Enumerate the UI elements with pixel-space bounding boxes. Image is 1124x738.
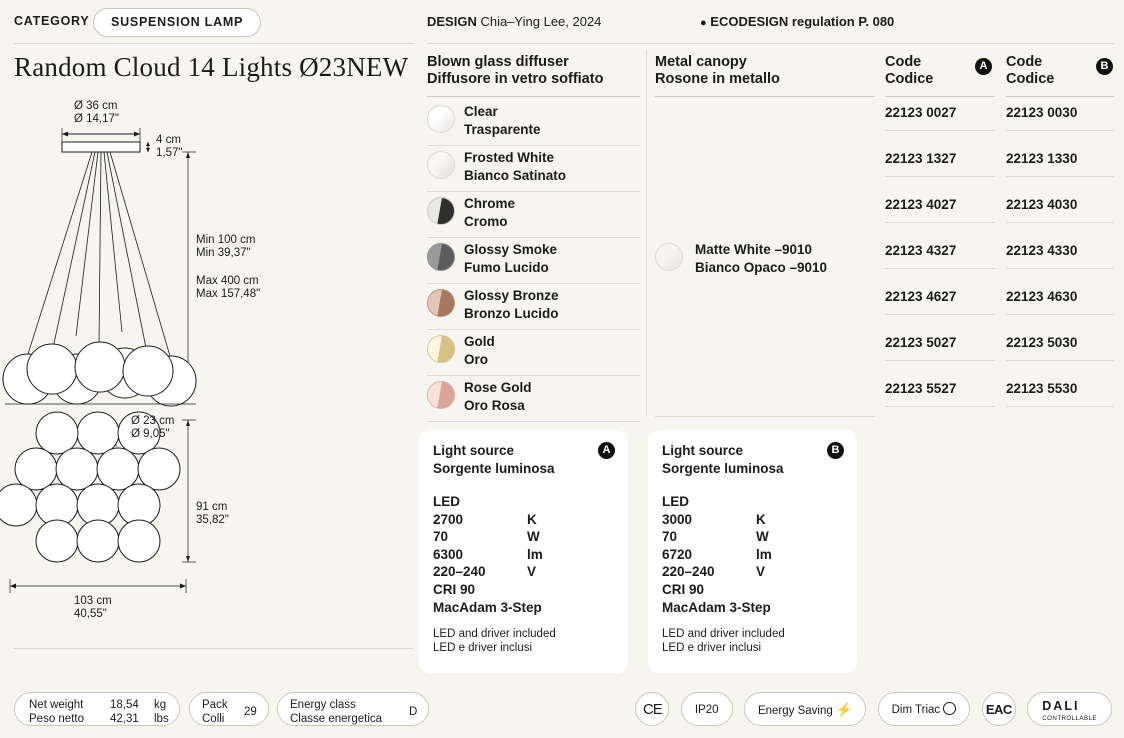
code-a-column-header (885, 54, 933, 88)
canopy-column-header (655, 54, 780, 88)
ecodesign-text: ECODESIGN regulation (710, 14, 855, 29)
code-b-cell: 22123 1330 (1006, 151, 1078, 166)
dim-min-drop-in: Min 39,37" (196, 247, 251, 259)
canopy-name: Matte White –9010 Bianco Opaco –9010 (695, 242, 828, 275)
swatch-frosted-white (427, 151, 455, 179)
lumen-unit: lm (527, 546, 543, 562)
canopy-header-en: Metal canopy (655, 54, 747, 70)
swatch-rose-gold (427, 381, 455, 409)
light-source-title: Light source Sorgente luminosa (662, 443, 784, 476)
net-weight-kg: 18,54 (110, 699, 139, 711)
energy-label-en: Energy class (290, 699, 356, 711)
led-type: LED (433, 494, 460, 509)
category-value-pill: SUSPENSION LAMP (93, 8, 261, 37)
voltage-value: 220–240 (433, 564, 486, 580)
dim-plan-width-in: 40,55" (74, 608, 107, 620)
pack-label-en: Pack (202, 699, 228, 711)
unit-lbs: lbs (154, 713, 169, 725)
table-row (427, 376, 640, 422)
net-weight-pill (14, 692, 180, 726)
diffuser-name: Chrome Cromo (464, 196, 516, 229)
divider-top-right (427, 43, 1114, 44)
led-type: LED (662, 494, 689, 509)
variant-badge-b: B (1096, 58, 1113, 75)
canopy-header-it: Rosone in metallo (655, 71, 780, 87)
page-header (0, 0, 1124, 44)
pack-pill (189, 692, 269, 726)
dim-canopy-height-in: 1,57" (156, 147, 183, 159)
code-a-cell: 22123 4327 (885, 243, 957, 258)
code-b-header-rule (1006, 96, 1114, 97)
energy-label-it: Classe energetica (290, 713, 383, 725)
swatch-glossy-bronze (427, 289, 455, 317)
pack-label-it: Colli (202, 713, 225, 725)
dim-plan-height-in: 35,82" (196, 514, 229, 526)
category-label: CATEGORY (14, 14, 90, 28)
power-unit: W (756, 529, 769, 545)
cct-unit: K (527, 511, 537, 527)
light-source-specs (433, 493, 542, 616)
table-row (427, 330, 640, 376)
table-row (427, 100, 640, 146)
diffuser-name: Clear Trasparente (464, 104, 541, 137)
ecodesign-page: P. 080 (858, 14, 895, 29)
code-a-header-rule (885, 96, 995, 97)
light-source-note: LED and driver included LED e driver inclusi (433, 628, 556, 654)
cri-value: CRI 90 (662, 581, 705, 597)
product-title: Random Cloud 14 Lights Ø23 (14, 52, 347, 82)
code-a-cell: 22123 4027 (885, 197, 957, 212)
design-credit (427, 14, 601, 29)
energy-class-value: D (409, 706, 418, 718)
table-row (427, 284, 640, 330)
code-a-cell: 22123 4627 (885, 289, 957, 304)
code-a-cell: 22123 5527 (885, 381, 957, 396)
cct-value: 2700 (433, 511, 464, 527)
canopy-header-rule (655, 96, 875, 97)
code-b-cell: 22123 4030 (1006, 197, 1078, 212)
certification-row (628, 692, 1112, 726)
light-source-note: LED and driver included LED e driver inclusi (662, 628, 785, 654)
light-source-card-b (648, 430, 857, 673)
code-a-header-it: Codice (885, 71, 934, 87)
code-a-cell: 22123 5027 (885, 335, 957, 350)
swatch-matte-white (655, 243, 683, 271)
diffuser-name: Glossy Bronze Bronzo Lucido (464, 288, 559, 321)
lumen-value: 6720 (662, 546, 693, 562)
code-a-cell: 22123 1327 (885, 151, 957, 166)
power-value: 70 (433, 529, 449, 545)
dim-plan-height-cm: 91 cm (196, 501, 228, 513)
cct-value: 3000 (662, 511, 693, 527)
ce-mark-icon: CE (635, 692, 669, 726)
code-b-cell: 22123 0030 (1006, 105, 1078, 120)
dim-triac-badge: Dim Triac (878, 692, 971, 726)
code-b-cell: 22123 5030 (1006, 335, 1078, 350)
macadam-value: MacAdam 3-Step (433, 599, 542, 615)
new-badge: NEW (346, 52, 409, 82)
page-title (14, 52, 408, 83)
power-value: 70 (662, 529, 678, 545)
energy-saving-badge: Energy Saving ⚡ (744, 692, 866, 726)
dim-top-diameter-cm: Ø 36 cm (74, 100, 118, 112)
net-weight-label-en: Net weight (29, 699, 84, 711)
dim-plan-width-cm: 103 cm (74, 595, 112, 607)
code-b-header-it: Codice (1006, 71, 1055, 87)
light-source-specs (662, 493, 771, 616)
row-rule (427, 421, 640, 422)
ecodesign-note (700, 14, 894, 29)
cct-unit: K (756, 511, 766, 527)
lumen-unit: lm (756, 546, 772, 562)
swatch-clear (427, 105, 455, 133)
lumen-value: 6300 (433, 546, 464, 562)
diffuser-header-it: Diffusore in vetro soffiato (427, 71, 604, 87)
net-weight-label-it: Peso netto (29, 713, 84, 725)
dimmer-icon (943, 702, 956, 715)
code-b-header-en: Code (1006, 54, 1043, 70)
code-b-cell: 22123 5530 (1006, 381, 1078, 396)
code-a-header-en: Code (885, 54, 922, 70)
net-weight-lbs: 42,31 (110, 713, 139, 725)
technical-drawing (0, 86, 415, 646)
voltage-unit: V (756, 564, 766, 580)
diffuser-name: Gold Oro (464, 334, 495, 367)
dim-max-drop-cm: Max 400 cm (196, 275, 259, 287)
diffuser-header-en: Blown glass diffuser (427, 54, 569, 70)
design-value: Chia–Ying Lee, 2024 (480, 14, 602, 29)
voltage-value: 220–240 (662, 564, 715, 580)
divider-top-left (14, 43, 414, 44)
bullet-icon: ● (700, 17, 707, 29)
table-row (427, 146, 640, 192)
leaf-icon: ⚡ (835, 702, 853, 717)
dim-sphere-diameter-in: Ø 9,05" (131, 428, 170, 440)
divider-bottom-left (14, 648, 414, 649)
diffuser-column-header (427, 54, 603, 88)
eac-mark-icon: EAC (982, 692, 1016, 726)
code-b-cell: 22123 4330 (1006, 243, 1078, 258)
energy-class-pill (277, 692, 429, 726)
light-source-card-a (419, 430, 628, 673)
column-separator (646, 50, 647, 416)
table-row (427, 192, 640, 238)
canopy-row (655, 238, 875, 284)
design-label: DESIGN (427, 14, 477, 29)
diffuser-header-rule (427, 96, 640, 97)
dim-max-drop-in: Max 157,48" (196, 288, 261, 300)
diffuser-name: Frosted White Bianco Satinato (464, 150, 567, 183)
unit-kg: kg (154, 699, 167, 711)
dim-sphere-diameter-cm: Ø 23 cm (131, 415, 175, 427)
swatch-chrome (427, 197, 455, 225)
diffuser-name: Glossy Smoke Fumo Lucido (464, 242, 558, 275)
table-row (427, 238, 640, 284)
dali-controllable-badge: DALI CONTROLLABLE (1027, 692, 1112, 726)
code-a-cell: 22123 0027 (885, 105, 957, 120)
diffuser-name: Rose Gold Oro Rosa (464, 380, 532, 413)
cri-value: CRI 90 (433, 581, 476, 597)
dim-min-drop-cm: Min 100 cm (196, 234, 256, 246)
light-source-title: Light source Sorgente luminosa (433, 443, 555, 476)
code-b-cell: 22123 4630 (1006, 289, 1078, 304)
pack-value: 29 (244, 706, 257, 718)
drawing-svg (0, 86, 415, 646)
swatch-glossy-smoke (427, 243, 455, 271)
code-b-column-header (1006, 54, 1054, 88)
voltage-unit: V (527, 564, 537, 580)
ip-rating-badge: IP20 (681, 692, 733, 726)
power-unit: W (527, 529, 540, 545)
light-source-badge-b: B (827, 442, 844, 459)
light-source-badge-a: A (598, 442, 615, 459)
variant-badge-a: A (975, 58, 992, 75)
dim-top-diameter-in: Ø 14,17" (74, 113, 120, 125)
macadam-value: MacAdam 3-Step (662, 599, 771, 615)
dim-canopy-height-cm: 4 cm (156, 134, 181, 146)
swatch-gold (427, 335, 455, 363)
